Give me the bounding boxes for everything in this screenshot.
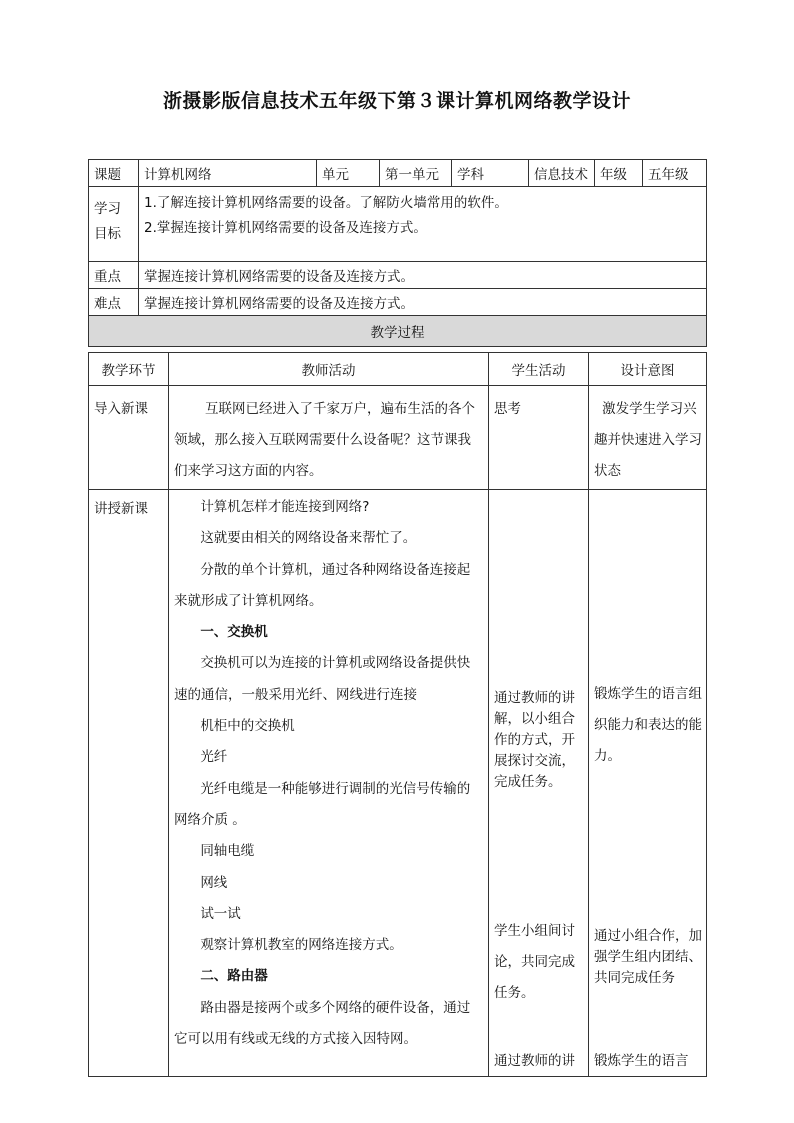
key-value: 掌握连接计算机网络需要的设备及连接方式。: [139, 262, 707, 289]
teacher-paragraph: 交换机可以为连接的计算机或网络设备提供快速的通信，一般采用光纤、网线进行连接: [174, 655, 471, 703]
teacher-paragraph: 机柜中的交换机: [200, 718, 295, 735]
intro-teacher-activity: 互联网已经进入了千家万户，遍布生活的各个领域，那么接入互联网需要什么设备呢？这节课我们来学习这方面的内容。: [169, 386, 489, 490]
design-intent-1: 锻炼学生的语言组织能力和表达的能力。: [594, 686, 702, 764]
column-header-student: 学生活动: [489, 353, 589, 386]
key-label: 重点: [89, 262, 139, 289]
key-point-row: [89, 262, 707, 289]
objectives-row: [89, 187, 707, 262]
design-intent-2: 通过小组合作，加强学生组内团结、共同完成任务: [594, 928, 702, 986]
process-header-row: [89, 316, 707, 347]
teacher-paragraph: 同轴电缆: [200, 843, 255, 860]
intro-student-activity: 思考: [489, 386, 589, 490]
objective-item: 2.掌握连接计算机网络需要的设备及连接方式。: [144, 220, 427, 236]
column-header-stage: 教学环节: [89, 353, 169, 386]
grade-label: 年级: [595, 160, 643, 187]
subject-value: 信息技术: [529, 160, 595, 187]
objective-item: 1.了解连接计算机网络需要的设备。了解防火墙常用的软件。: [144, 195, 508, 211]
lecture-teacher-activity: [169, 490, 489, 1077]
student-activity-1: 通过教师的讲解，以小组合作的方式，开展探讨交流，完成任务。: [494, 690, 575, 790]
difficult-point-row: [89, 289, 707, 316]
teacher-paragraph: 这就要由相关的网络设备来帮忙了。: [200, 530, 417, 547]
lecture-stage: 讲授新课: [89, 490, 169, 1077]
lesson-info-table: [88, 159, 707, 347]
teacher-paragraph: 路由器是接两个或多个网络的硬件设备，通过它可以用有线或无线的方式接入因特网。: [174, 999, 471, 1048]
objectives-content: [139, 187, 707, 262]
lecture-row: [89, 490, 707, 1077]
design-intent-3: 锻炼学生的语言: [594, 1053, 689, 1069]
lecture-design-intent: [589, 490, 707, 1077]
process-columns-row: [89, 353, 707, 386]
student-activity-3: 通过教师的讲: [494, 1053, 575, 1069]
topic-label: 课题: [89, 160, 139, 187]
teacher-paragraph: 试一试: [200, 905, 241, 922]
teaching-process-table: [88, 352, 707, 1077]
teacher-paragraph: 观察计算机教室的网络连接方式。: [200, 937, 403, 954]
difficult-value: 掌握连接计算机网络需要的设备及连接方式。: [139, 289, 707, 316]
unit-value: 第一单元: [380, 160, 452, 187]
teacher-paragraph: 网线: [200, 874, 228, 891]
column-header-intent: 设计意图: [589, 353, 707, 386]
student-activity-2: 学生小组间讨论，共同完成任务。: [494, 923, 575, 1001]
objectives-label: 学习 目标: [89, 187, 139, 262]
topic-value: 计算机网络: [139, 160, 317, 187]
page-title: 浙摄影版信息技术五年级下第３课计算机网络教学设计: [162, 90, 631, 112]
subject-label: 学科: [452, 160, 529, 187]
unit-label: 单元: [317, 160, 380, 187]
teacher-paragraph: 光纤: [200, 749, 228, 766]
teacher-paragraph: 光纤电缆是一种能够进行调制的光信号传输的网络介质 。: [174, 780, 471, 828]
difficult-label: 难点: [89, 289, 139, 316]
lecture-student-activity: [489, 490, 589, 1077]
teacher-paragraph: 计算机怎样才能连接到网络?: [200, 499, 370, 515]
intro-design-intent: 激发学生学习兴趣并快速进入学习状态: [589, 386, 707, 490]
intro-row: [89, 386, 707, 490]
teacher-section-heading: 二、路由器: [200, 968, 268, 985]
process-header: 教学过程: [89, 316, 707, 347]
grade-value: 五年级: [643, 160, 707, 187]
info-row: [89, 160, 707, 187]
teacher-paragraph: 分散的单个计算机，通过各种网络设备连接起来就形成了计算机网络。: [174, 561, 471, 609]
column-header-teacher: 教师活动: [169, 353, 489, 386]
teacher-section-heading: 一、交换机: [200, 624, 268, 641]
intro-stage: 导入新课: [89, 386, 169, 490]
